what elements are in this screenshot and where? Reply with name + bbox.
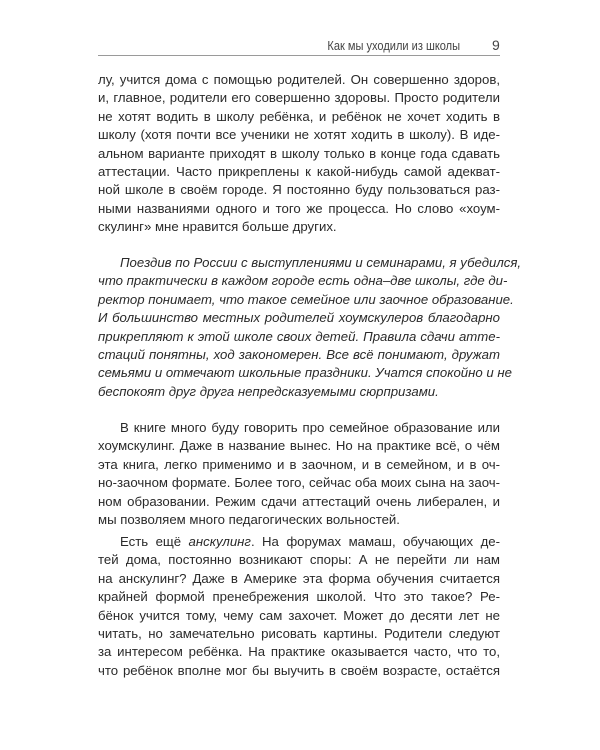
text-line: беспокоят друг друга непредсказуемыми сюрпризами. [98, 383, 439, 399]
text-line: и, главное, родители его совершенно здоровы. Просто родители [98, 90, 500, 106]
text-line: что ребёнок вполне мог бы выучить в своём возрасте, остаётся [98, 662, 500, 678]
text-line: скулинг» мне нравится больше других. [98, 219, 337, 235]
emphasized-term: анскулинг [188, 534, 251, 549]
text-line: аттестации. Часто прикреплены к какой-нибудь самой адекват- [98, 163, 500, 179]
text-line: прикрепляют к этой школе своих детей. Правила сдачи атте- [98, 328, 500, 344]
text-run: Есть ещё [120, 534, 189, 549]
text-line: ной школе в своём городе. Я постоянно буду пользоваться раз- [98, 182, 500, 198]
text-line: И большинство местных родителей хоумскулеров благодарно [98, 310, 500, 326]
text-line: тей дома, постоянно возникают споры: А не перейти ли нам [98, 552, 500, 568]
paragraph-4 [98, 533, 500, 680]
text-line: не хотят водить в школу ребёнка, и ребёнок не хочет ходить в [98, 108, 500, 124]
text-line: лу, учится дома с помощью родителей. Он совершенно здоров, [98, 72, 500, 87]
header-rule [98, 55, 500, 56]
text-line: бёнок учится тому, чему сам захочет. Может до десяти лет не [98, 607, 500, 623]
text-line [98, 533, 500, 551]
text-line: альном варианте приходят в школу только в конце года сдавать [98, 145, 500, 161]
text-run: . На форумах мамаш, обучающих де- [250, 534, 501, 549]
text-line: В книге много буду говорить про семейное образование или [120, 420, 500, 435]
text-line: что практически в каждом городе есть одна–две школы, где ди- [98, 273, 508, 289]
text-line: читать, но замечательно рисовать картины. Родители следуют [98, 625, 500, 641]
text-line: за интересом ребёнка. На практике оказывается часто, что то, [98, 644, 500, 660]
text-line: но-заочном формате. Более того, сейчас оба моих сына на заоч- [98, 475, 500, 491]
text-line: эта книга, легко применимо и в заочном, и в семейном, и в оч- [98, 456, 500, 472]
text-line: ректор понимает, что такое семейное или заочное образование. [98, 291, 514, 307]
text-line: ном образовании. Режим сдачи аттестаций очень либерален, и [98, 493, 500, 509]
paragraph-1 [98, 71, 500, 237]
text-line: ными названиями одного и того же процесса. Но слово «хоум- [98, 200, 500, 216]
text-line: Поездив по России с выступлениями и семинарами, я убедился, [120, 255, 522, 270]
text-line: семьями и отмечают школьные праздники. Учатся спокойно и не [98, 365, 512, 381]
text-line: крайней формой пренебрежения школой. Что это такое? Ре- [98, 589, 500, 605]
text-line: стаций понятны, ход закономерен. Все всё понимают, дружат [98, 346, 500, 362]
chapter-title: Как мы уходили из школы [327, 38, 460, 53]
text-line: на анскулинг? Даже в Америке эта форма обучения считается [98, 570, 500, 586]
text-line: мы позволяем много педагогических вольностей. [98, 511, 400, 527]
page-number: 9 [492, 37, 500, 53]
text-line: школу (хотя почти все ученики не хотят ходить в школу). В иде- [98, 127, 500, 143]
text-line: хоумскулинг. Даже в название вынес. Но на практике всё, о чём [98, 438, 500, 454]
italic-quote-paragraph [98, 254, 522, 401]
paragraph-3 [98, 419, 500, 529]
